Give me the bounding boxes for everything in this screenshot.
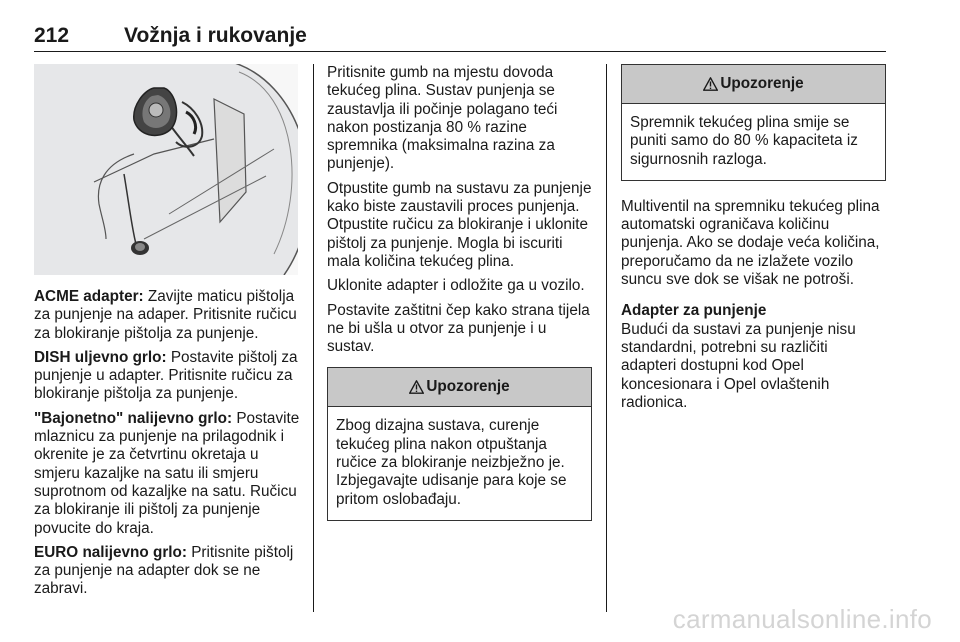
warning-triangle-icon	[703, 77, 718, 91]
bayonet-paragraph: "Bajonetno" nalijevno grlo: Postavite mlaznicu za punjenje na prilagodnik i okrenite je za četvrtinu okretaja u smjeru kazaljke na satu ili smjeru suprotnom od kazaljke na satu. Ručicu za blokiranje ili pištolj za punjenje povucite do kraja.	[34, 409, 300, 537]
warning-header	[622, 65, 885, 104]
euro-paragraph: EURO nalijevno grlo: Pritisnite pištolj za punjenje na adapter dok se ne zabravi.	[34, 543, 294, 598]
warning-box	[327, 367, 592, 520]
acme-adapter-paragraph: ACME adapter: Zavijte maticu pištolja za punjenje na adaper. Pritisnite ručicu za blokiranje pištolja za punjenje.	[34, 288, 297, 342]
header-divider	[34, 51, 886, 52]
paragraph: Otpustite gumb na sustavu za punjenje kako biste zaustavili proces punjenja. Otpustite ručicu za blokiranje i uklonite pištolj za punjenje. Mogla bi iscuriti mala količina tekućeg plina.	[327, 179, 592, 270]
column-3	[621, 64, 886, 418]
warning-text: Zbog dizajna sustava, curenje tekućeg plina nakon otpuštanja ručice za blokiranje neizbježno je. Izbjegavajte udisanje para koje se pritom oslobađaju.	[336, 417, 567, 508]
warning-triangle-icon	[409, 380, 424, 394]
warning-box	[621, 64, 886, 181]
column-divider-2	[606, 64, 607, 612]
watermark: carmanualsonline.info	[672, 604, 932, 634]
multivalve-paragraph: Multiventil na spremniku tekućeg plina automatski ograničava količinu punjenja. Ako se dodaje veća količina, preporučamo da ne izlažete vozilo suncu sve dok se višak ne potroši.	[621, 197, 880, 289]
chapter-title: Vožnja i rukovanje	[124, 24, 307, 47]
page-header	[34, 24, 886, 52]
warning-header	[328, 368, 591, 407]
warning-title: Upozorenje	[720, 74, 804, 92]
warning-title: Upozorenje	[426, 378, 510, 396]
page-number: 212	[34, 24, 70, 47]
paragraph: Uklonite adapter i odložite ga u vozilo.	[327, 277, 585, 295]
adapter-paragraph: Budući da sustavi za punjenje nisu standardni, potrebni su različiti adapteri dostupni kod Opel koncesionara i Opel ovlaštenih radionica.	[621, 320, 856, 411]
column-2	[327, 64, 592, 521]
column-divider-1	[313, 64, 314, 612]
paragraph: Postavite zaštitni čep kako strana tijela ne bi ušla u otvor za punjenje i u sustav.	[327, 301, 590, 356]
paragraph: Pritisnite gumb na mjestu dovoda tekućeg plina. Sustav punjenja se zaustavlja ili počinje polagano teći nakon postizanja 80 % razine spremnika (maksimalna razina za punjenje).	[327, 64, 558, 173]
fuel-filler-adapter-illustration	[34, 64, 298, 275]
warning-text: Spremnik tekućeg plina smije se puniti samo do 80 % kapaciteta iz sigurnosnih razloga.	[630, 114, 858, 168]
dish-paragraph: DISH uljevno grlo: Postavite pištolj za punjenje u adapter. Pritisnite ručicu za blokiranje pištolja za punjenje.	[34, 348, 298, 403]
column-1	[34, 64, 300, 605]
section-subheading: Adapter za punjenje	[621, 302, 767, 320]
